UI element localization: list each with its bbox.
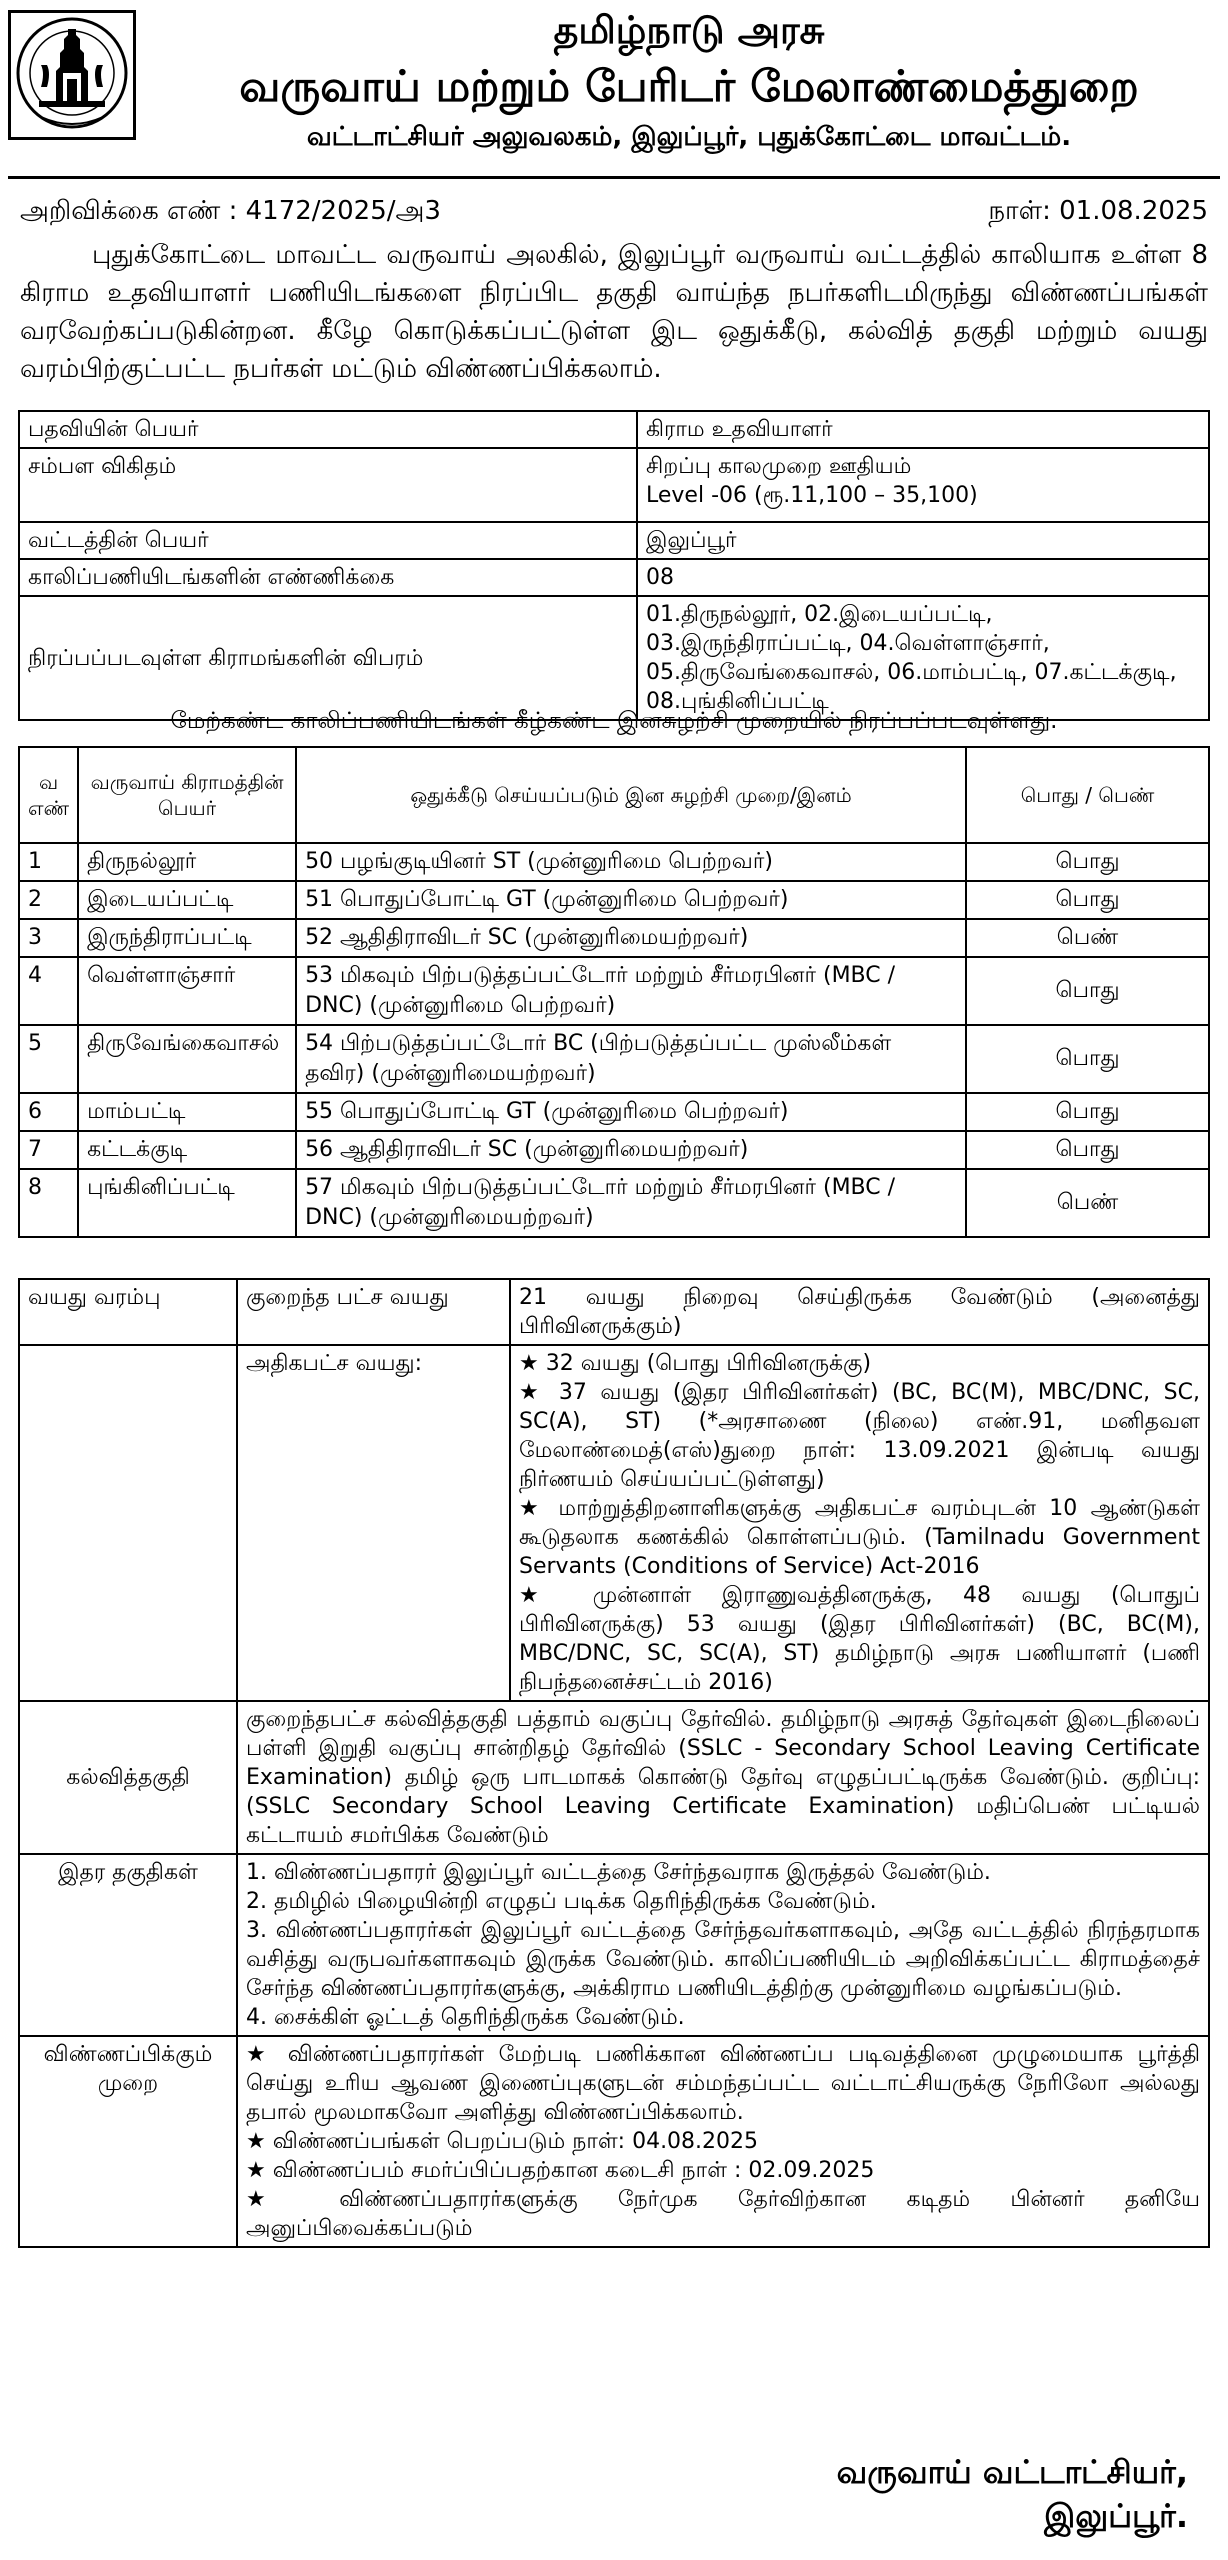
pay-scale-level: Level -06 (ரூ.11,100 – 35,100) (646, 483, 978, 508)
other-qualification-item: 3. விண்ணப்பதாரர்கள் இலுப்பூர் வட்டத்தை சேர்ந்தவர்களாகவும், அதே வட்டத்தில் நிரந்தரமாக வசித்து வருபவர்களாகவும் இருக்க வேண்டும். காலிப்பணியிடம் அறிவிக்கப்பட்ட கிராமத்தைச் சேர்ந்த விண்ணப்பதாரர்களுக்கு, அக்கிராம பணியிடத்திற்கு முன்னுரிமை வழங்கப்படும். (246, 1918, 1200, 2001)
pay-scale-type: சிறப்பு காலமுறை ஊதியம் (646, 454, 912, 479)
apply-method-row (19, 2036, 1209, 2247)
apply-method-item: ★ விண்ணப்பங்கள் பெறப்படும் நாள்: 04.08.2025 (246, 2129, 759, 2154)
detail-row (19, 448, 1209, 522)
row-rotation: 52 ஆதிதிராவிடர் SC (முன்னுரிமையற்றவர்) (296, 919, 966, 957)
apply-method-item: ★ விண்ணப்பதாரர்கள் மேற்படி பணிக்கான விண்ணப்ப படிவத்தினை முழுமையாக பூர்த்தி செய்து உரிய ஆவண இணைப்புகளுடன் சம்மந்தப்பட்ட வட்டாட்சியருக்கு நேரிலோ அல்லது தபால் மூலமாகவோ அளித்து விண்ணப்பிக்கலாம். (246, 2042, 1200, 2125)
apply-method-label: விண்ணப்பிக்கும் முறை (19, 2036, 237, 2247)
row-serial: 8 (19, 1169, 78, 1237)
row-serial: 1 (19, 843, 78, 881)
other-qualification-label: இதர தகுதிகள் (19, 1854, 237, 2036)
row-serial: 7 (19, 1131, 78, 1169)
education-row (19, 1701, 1209, 1854)
roster-row (19, 919, 1209, 957)
education-text: குறைந்தபட்ச கல்வித்தகுதி பத்தாம் வகுப்பு தேர்வில். தமிழ்நாடு அரசுத் தேர்வுகள் இடைநிலைப் பள்ளி இறுதி வகுப்பு சான்றிதழ் தேர்வில் (SSLC - Secondary School Leaving Certificate Examination) தமிழ் ஒரு பாடமாகக் கொண்டு தேர்வு எழுதப்பட்டிருக்க வேண்டும். குறிப்பு: (SSLC Secondary School Leaving Certificate Examination) மதிப்பெண் பட்டியல் கட்டாயம் சமர்பிக்க வேண்டும் (237, 1701, 1209, 1854)
age-section-label: வயது வரம்பு (19, 1279, 237, 1345)
apply-method-item: ★ விண்ணப்பதாரர்களுக்கு நேர்முக தேர்விற்கான கடிதம் பின்னர் தனியே அனுப்பிவைக்கப்படும் (246, 2187, 1200, 2241)
min-age-label: குறைந்த பட்ச வயது (238, 1280, 511, 1344)
row-rotation: 54 பிற்படுத்தப்பட்டோர் BC (பிற்படுத்தப்பட்ட முஸ்லீம்கள் தவிர) (முன்னுரிமையற்றவர்) (296, 1025, 966, 1093)
row-rotation: 56 ஆதிதிராவிடர் SC (முன்னுரிமையற்றவர்) (296, 1131, 966, 1169)
roster-row (19, 1093, 1209, 1131)
other-qualification-item: 2. தமிழில் பிழையின்றி எழுதப் படிக்க தெரிந்திருக்க வேண்டும். (246, 1889, 877, 1914)
detail-label: நிரப்பப்படவுள்ள கிராமங்களின் விபரம் (19, 596, 637, 720)
detail-value: இலுப்பூர் (637, 522, 1209, 559)
other-qualification-row (19, 1854, 1209, 2036)
roster-row (19, 881, 1209, 919)
row-village: இருந்திராப்பட்டி (78, 919, 296, 957)
detail-label: சம்பள விகிதம் (19, 448, 637, 522)
other-qualification-item: 4. சைக்கிள் ஓட்டத் தெரிந்திருக்க வேண்டும். (246, 2005, 685, 2030)
row-village: இடையப்பட்டி (78, 881, 296, 919)
notice-reference: அறிவிக்கை எண் : 4172/2025/அ3 (20, 196, 441, 226)
age-max-blank (19, 1345, 237, 1701)
row-category: பொது (966, 881, 1209, 919)
roster-note: மேற்கண்ட காலிப்பணியிடங்கள் கீழ்கண்ட இனசுழற்சி முறையில் நிரப்பப்படவுள்ளது. (170, 708, 1058, 734)
roster-row (19, 957, 1209, 1025)
row-rotation: 53 மிகவும் பிற்படுத்தப்பட்டோர் மற்றும் சீர்மரபினர் (MBC / DNC) (முன்னுரிமை பெற்றவர்) (296, 957, 966, 1025)
row-serial: 6 (19, 1093, 78, 1131)
row-village: வெள்ளாஞ்சார் (78, 957, 296, 1025)
post-details-table (18, 410, 1210, 721)
row-serial: 4 (19, 957, 78, 1025)
government-title: தமிழ்நாடு அரசு (553, 8, 825, 52)
max-age-item: ★ 37 வயது (இதர பிரிவினர்கள்) (BC, BC(M), MBC/DNC, SC, SC(A), ST) (*அரசாணை (நிலை) எண்.91, மனிதவள மேலாண்மைத்(எஸ்)துறை நாள்: 13.09.2021 இன்படி வயது நிர்ணயம் செய்யப்பட்டுள்ளது) (519, 1380, 1200, 1492)
department-title: வருவாய் மற்றும் பேரிடர் மேலாண்மைத்துறை (239, 62, 1139, 112)
header-serial: வ எண் (19, 747, 78, 843)
row-village: திருவேங்கைவாசல் (78, 1025, 296, 1093)
notice-date: நாள்: 01.08.2025 (988, 196, 1208, 226)
other-qualification-list (237, 1854, 1209, 2036)
row-category: பொது (966, 1131, 1209, 1169)
row-serial: 2 (19, 881, 78, 919)
row-category: பொது (966, 957, 1209, 1025)
age-max-cell (237, 1345, 1209, 1701)
row-category: பொது (966, 1025, 1209, 1093)
row-category: பெண் (966, 919, 1209, 957)
apply-method-list (237, 2036, 1209, 2247)
detail-value: 01.திருநல்லூர், 02.இடையப்பட்டி, 03.இருந்திராப்பட்டி, 04.வெள்ளாஞ்சார், 05.திருவேங்கைவாசல், 06.மாம்பட்டி, 07.கட்டக்குடி, 08.புங்கினிப்பட்டி (637, 596, 1209, 720)
age-max-row (19, 1345, 1209, 1701)
detail-label: பதவியின் பெயர் (19, 411, 637, 448)
row-rotation: 57 மிகவும் பிற்படுத்தப்பட்டோர் மற்றும் சீர்மரபினர் (MBC / DNC) (முன்னுரிமையற்றவர்) (296, 1169, 966, 1237)
roster-table (18, 746, 1210, 1238)
detail-row (19, 411, 1209, 448)
detail-label: வட்டத்தின் பெயர் (19, 522, 637, 559)
row-rotation: 50 பழங்குடியினர் ST (முன்னுரிமை பெற்றவர்) (296, 843, 966, 881)
header-category: பொது / பெண் (966, 747, 1209, 843)
apply-method-item: ★ விண்ணப்பம் சமர்ப்பிப்பதற்கான கடைசி நாள் : 02.09.2025 (246, 2158, 875, 2183)
detail-label: காலிப்பணியிடங்களின் எண்ணிக்கை (19, 559, 637, 596)
detail-row (19, 596, 1209, 720)
row-rotation: 55 பொதுப்போட்டி GT (முன்னுரிமை பெற்றவர்) (296, 1093, 966, 1131)
header-rotation: ஒதுக்கீடு செய்யப்படும் இன சுழற்சி முறை/இனம் (296, 747, 966, 843)
max-age-item: ★ மாற்றுத்திறனாளிகளுக்கு அதிகபட்ச வரம்புடன் 10 ஆண்டுகள் கூடுதலாக கணக்கில் கொள்ளப்படும். (Tamilnadu Government Servants (Conditions of Service) Act-2016 (519, 1496, 1200, 1579)
row-category: பொது (966, 843, 1209, 881)
signature-block (837, 2450, 1188, 2538)
row-village: புங்கினிப்பட்டி (78, 1169, 296, 1237)
header-village: வருவாய் கிராமத்தின் பெயர் (78, 747, 296, 843)
detail-value: 08 (637, 559, 1209, 596)
detail-value: கிராம உதவியாளர் (637, 411, 1209, 448)
max-age-item: ★ 32 வயது (பொது பிரிவினருக்கு) (519, 1351, 872, 1376)
row-serial: 3 (19, 919, 78, 957)
roster-row (19, 1169, 1209, 1237)
row-rotation: 51 பொதுப்போட்டி GT (முன்னுரிமை பெற்றவர்) (296, 881, 966, 919)
detail-row (19, 559, 1209, 596)
row-serial: 5 (19, 1025, 78, 1093)
age-min-row (19, 1279, 1209, 1345)
education-label: கல்வித்தகுதி (19, 1701, 237, 1854)
intro-paragraph: புதுக்கோட்டை மாவட்ட வருவாய் அலகில், இலுப்பூர் வருவாய் வட்டத்தில் காலியாக உள்ள 8 கிராம உதவியாளர் பணியிடங்களை நிரப்பிட தகுதி வாய்ந்த நபர்களிடமிருந்து விண்ணப்பங்கள் வரவேற்கப்படுகின்றன. கீழே கொடுக்கப்பட்டுள்ள இட ஒதுக்கீடு, கல்வித் தகுதி மற்றும் வயது வரம்பிற்குட்பட்ட நபர்கள் மட்டும் விண்ணப்பிக்கலாம். (20, 240, 1208, 384)
signatory-place: இலுப்பூர். (1044, 2497, 1188, 2535)
roster-row (19, 1025, 1209, 1093)
detail-row (19, 522, 1209, 559)
row-category: பொது (966, 1093, 1209, 1131)
age-min-cell (237, 1279, 1209, 1345)
max-age-label: அதிகபட்ச வயது: (238, 1346, 511, 1700)
eligibility-table (18, 1278, 1210, 2248)
row-village: மாம்பட்டி (78, 1093, 296, 1131)
roster-row (19, 1131, 1209, 1169)
office-address: வட்டாட்சியர் அலுவலகம், இலுப்பூர், புதுக்கோட்டை மாவட்டம். (306, 122, 1072, 152)
max-age-list (511, 1346, 1208, 1700)
detail-value (637, 448, 1209, 522)
header-rule (8, 176, 1220, 179)
roster-header-row (19, 747, 1209, 843)
min-age-value: 21 வயது நிறைவு செய்திருக்க வேண்டும் (அனைத்து பிரிவினருக்கும்) (519, 1285, 1200, 1339)
other-qualification-item: 1. விண்ணப்பதாரர் இலுப்பூர் வட்டத்தை சேர்ந்தவராக இருத்தல் வேண்டும். (246, 1860, 991, 1885)
row-category: பெண் (966, 1169, 1209, 1237)
signatory-title: வருவாய் வட்டாட்சியர், (836, 2453, 1188, 2491)
row-village: திருநல்லூர் (78, 843, 296, 881)
roster-row (19, 843, 1209, 881)
tamilnadu-emblem (8, 10, 136, 140)
max-age-item: ★ முன்னாள் இராணுவத்தினருக்கு, 48 வயது (பொதுப் பிரிவினருக்கு) 53 வயது (இதர பிரிவினர்கள்) (BC, BC(M), MBC/DNC, SC, SC(A), ST) தமிழ்நாடு அரசு பணியாளர் (பணி நிபந்தனைச்சட்டம் 2016) (519, 1583, 1200, 1695)
row-village: கட்டக்குடி (78, 1131, 296, 1169)
